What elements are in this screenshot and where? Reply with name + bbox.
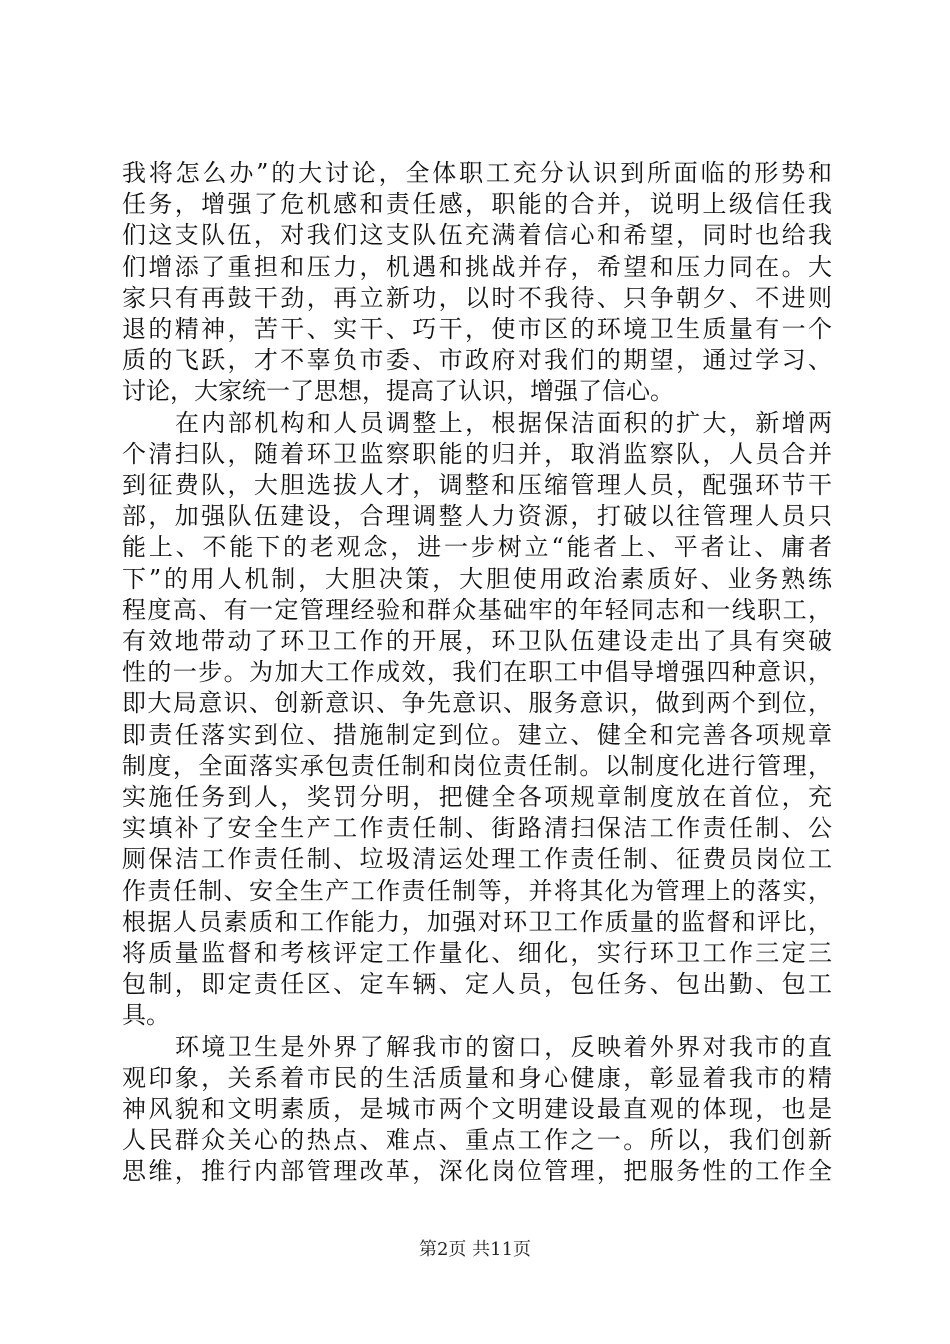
text-line: 具。 bbox=[122, 1001, 170, 1029]
text-line: 质的飞跃，才不辜负市委、市政府对我们的期望，通过学习、 bbox=[122, 346, 832, 374]
text-line: 能上、不能下的老观念，进一步树立“能者上、平者让、庸者 bbox=[122, 533, 832, 561]
text-line: 观印象，关系着市民的生活质量和身心健康，彰显着我市的精 bbox=[122, 1064, 832, 1092]
paragraph-first-line: 环境卫生是外界了解我市的窗口，反映着外界对我市的直 bbox=[175, 1033, 832, 1061]
paragraph-first-line: 在内部机构和人员调整上，根据保洁面积的扩大，新增两 bbox=[175, 409, 832, 437]
text-line: 们增添了重担和压力，机遇和挑战并存，希望和压力同在。大 bbox=[122, 253, 832, 281]
text-line: 即大局意识、创新意识、争先意识、服务意识，做到两个到位， bbox=[122, 689, 832, 717]
text-line: 作责任制、安全生产工作责任制等，并将其化为管理上的落实， bbox=[122, 877, 832, 905]
text-line: 将质量监督和考核评定工作量化、细化，实行环卫工作三定三 bbox=[122, 939, 832, 967]
text-line: 思维，推行内部管理改革，深化岗位管理，把服务性的工作全 bbox=[122, 1157, 832, 1185]
text-line: 们这支队伍，对我们这支队伍充满着信心和希望，同时也给我 bbox=[122, 221, 832, 249]
text-line: 性的一步。为加大工作成效，我们在职工中倡导增强四种意识， bbox=[122, 658, 832, 686]
text-line: 任务，增强了危机感和责任感，职能的合并，说明上级信任我 bbox=[122, 190, 832, 218]
text-line: 制度，全面落实承包责任制和岗位责任制。以制度化进行管理， bbox=[122, 752, 832, 780]
text-line: 即责任落实到位、措施制定到位。建立、健全和完善各项规章 bbox=[122, 721, 832, 749]
text-line: 实施任务到人，奖罚分明，把健全各项规章制度放在首位，充 bbox=[122, 783, 832, 811]
text-line: 根据人员素质和工作能力，加强对环卫工作质量的监督和评比， bbox=[122, 908, 832, 936]
text-line: 部，加强队伍建设，合理调整人力资源，打破以往管理人员只 bbox=[122, 502, 832, 530]
text-line: 包制，即定责任区、定车辆、定人员，包任务、包出勤、包工 bbox=[122, 970, 832, 998]
text-line: 退的精神，苦干、实干、巧干，使市区的环境卫生质量有一个 bbox=[122, 315, 832, 343]
text-line: 下”的用人机制，大胆决策，大胆使用政治素质好、业务熟练 bbox=[122, 565, 832, 593]
text-line: 到征费队，大胆选拔人才，调整和压缩管理人员，配强环节干 bbox=[122, 471, 832, 499]
text-line: 神风貌和文明素质，是城市两个文明建设最直观的体现，也是 bbox=[122, 1095, 832, 1123]
text-line: 我将怎么办”的大讨论，全体职工充分认识到所面临的形势和 bbox=[122, 159, 832, 187]
page-number-footer: 第2页 共11页 bbox=[418, 1239, 532, 1260]
text-line: 厕保洁工作责任制、垃圾清运处理工作责任制、征费员岗位工 bbox=[122, 845, 832, 873]
text-line: 有效地带动了环卫工作的开展，环卫队伍建设走出了具有突破 bbox=[122, 627, 832, 655]
text-line: 实填补了安全生产工作责任制、街路清扫保洁工作责任制、公 bbox=[122, 814, 832, 842]
text-line: 讨论，大家统一了思想，提高了认识，增强了信心。 bbox=[122, 377, 674, 405]
text-line: 家只有再鼓干劲，再立新功，以时不我待、只争朝夕、不进则 bbox=[122, 284, 832, 312]
text-line: 人民群众关心的热点、难点、重点工作之一。所以，我们创新 bbox=[122, 1126, 832, 1154]
text-line: 个清扫队，随着环卫监察职能的归并，取消监察队，人员合并 bbox=[122, 440, 832, 468]
text-line: 程度高、有一定管理经验和群众基础牢的年轻同志和一线职工， bbox=[122, 596, 832, 624]
